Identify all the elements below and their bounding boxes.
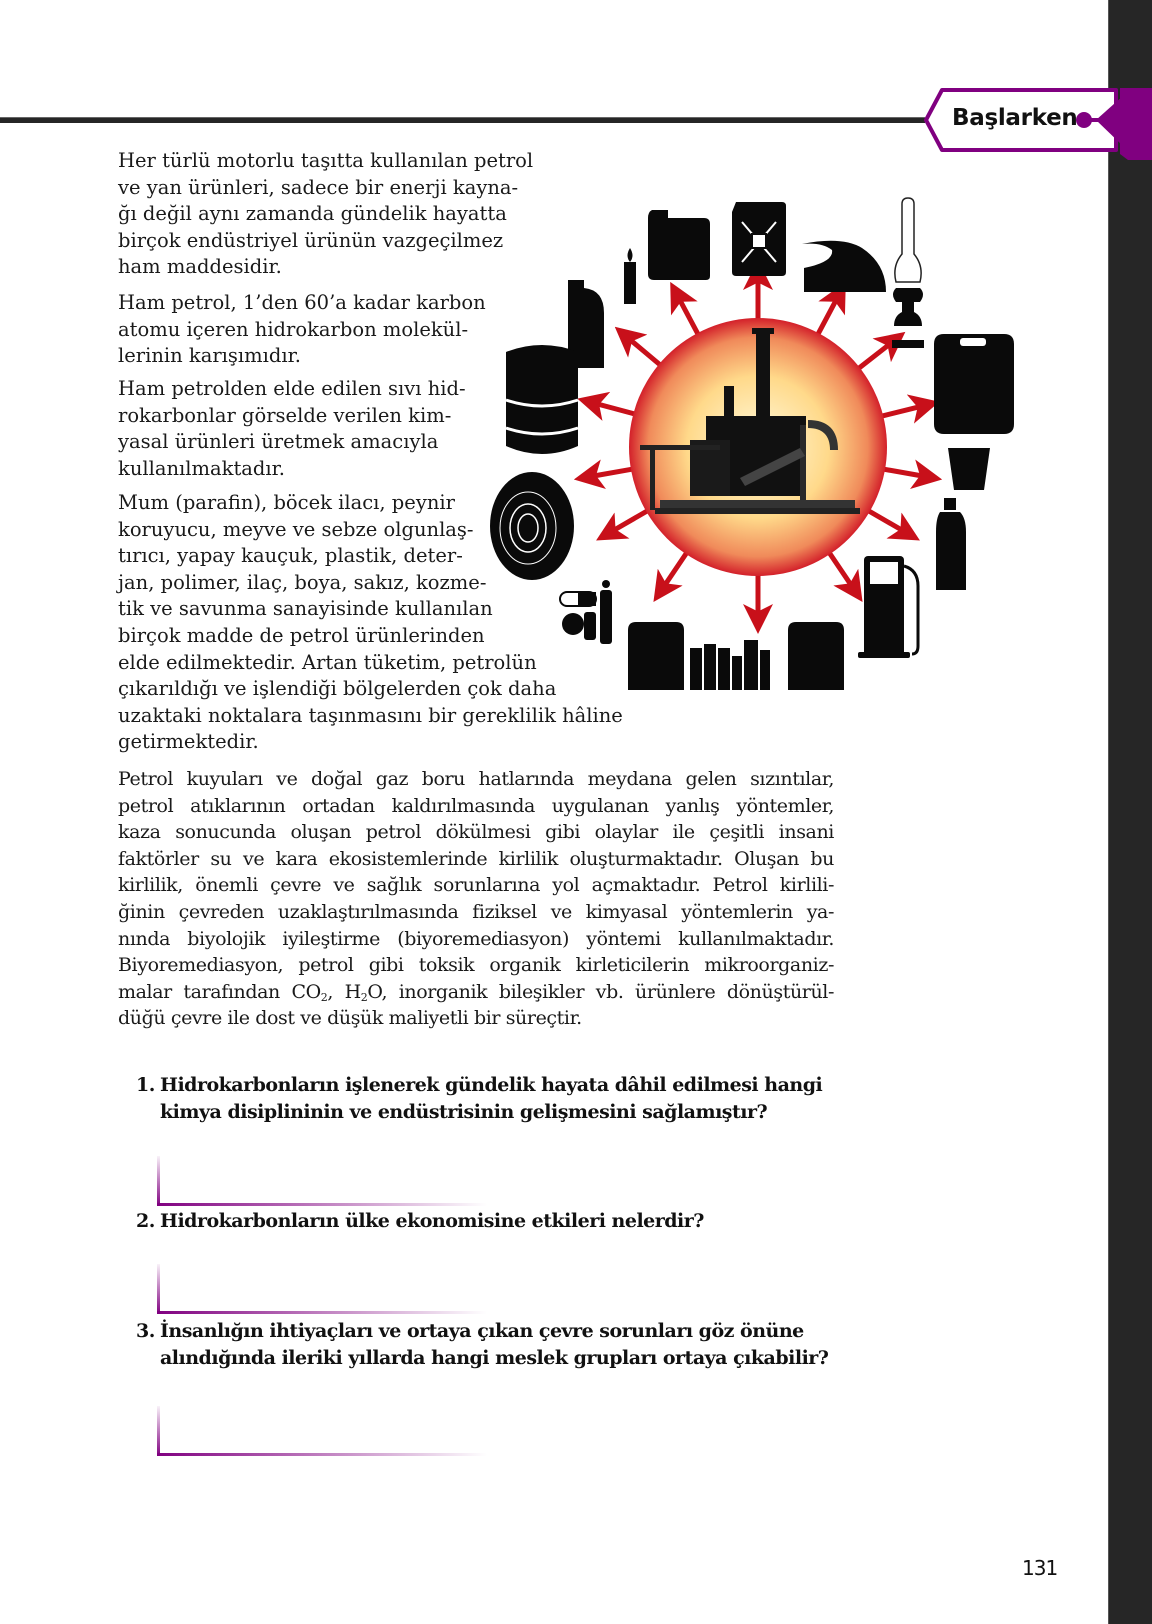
text-line: çıkarıldığı ve işlendiği bölgelerden çok daha <box>118 677 557 701</box>
petroleum-products-figure <box>490 190 1030 700</box>
text-line: elde edilmektedir. Artan tüketim, petrolün <box>118 650 537 674</box>
text-line: düğü çevre ile dost ve düşük maliyetli bir süreçtir. <box>118 1007 582 1030</box>
text-line: yasal ürünleri üretmek amacıyla <box>118 430 439 454</box>
section-tag <box>920 88 1152 154</box>
canister-icon <box>648 210 710 280</box>
answer-border-bottom <box>157 1203 487 1206</box>
large-canister-icon <box>934 334 1014 434</box>
answer-area-1[interactable] <box>157 1156 487 1206</box>
question-number: 3. <box>136 1320 155 1342</box>
question-number: 1. <box>136 1074 155 1096</box>
text-line: ve yan ürünleri, sadece bir enerji kayna- <box>118 175 519 199</box>
section-tag-label: Başlarken <box>952 105 1078 131</box>
text-line: rokarbonlar görselde verilen kim- <box>118 403 452 427</box>
jerry-can-icon <box>732 202 786 276</box>
text-line: tik ve savunma sanayisinde kullanılan <box>118 597 493 621</box>
text-line: petrol atıklarının ortadan kaldırılmasında uygulanan yanlış yöntemler, <box>118 794 834 817</box>
text-line: ham maddesidir. <box>118 255 282 279</box>
text-line: Ham petrolden elde edilen sıvı hid- <box>118 377 466 400</box>
question-text-line: alındığında ileriki yıllarda hangi meslek grupları ortaya çıkabilir? <box>160 1347 829 1369</box>
text-line: birçok madde de petrol ürünlerinden <box>118 623 485 647</box>
text-line: nında biyolojik iyileştirme (biyoremediasyon) yöntemi kullanılmaktadır. <box>118 927 834 950</box>
text-line-formula <box>118 979 834 1006</box>
paragraph-intro <box>118 148 533 281</box>
question-text-line: İnsanlığın ihtiyaçları ve ortaya çıkan çevre sorunları göz önüne <box>160 1320 804 1342</box>
subscript: 2 <box>320 990 328 1004</box>
text-line: birçok endüstriyel ürünün vazgeçilmez <box>118 228 504 252</box>
containers-group-icon <box>628 622 844 690</box>
pills-and-inhaler-icon <box>560 580 612 644</box>
page-number: 131 <box>1022 1556 1058 1580</box>
answer-area-2[interactable] <box>157 1264 487 1314</box>
question-1 <box>136 1072 836 1126</box>
answer-border-left <box>157 1264 160 1314</box>
text-line: tırıcı, yapay kauçuk, plastik, deter- <box>118 544 463 568</box>
text-line: kullanılmaktadır. <box>118 456 285 480</box>
header-rule <box>0 117 925 123</box>
question-text-line: kimya disiplininin ve endüstrisinin gelişmesini sağlamıştır? <box>160 1101 768 1123</box>
answer-border-bottom <box>157 1453 487 1456</box>
text-line: Biyoremediasyon, petrol gibi toksik organik kirleticilerin mikroorganiz- <box>118 954 834 977</box>
text-line: jan, polimer, ilaç, boya, sakız, kozme- <box>118 570 487 594</box>
question-text-line: Hidrokarbonların işlenerek gündelik hayata dâhil edilmesi hangi <box>160 1074 823 1096</box>
road-icon <box>802 241 886 292</box>
question-2 <box>136 1208 836 1235</box>
page-edge-bar <box>1108 0 1152 1624</box>
fuel-pump-icon <box>858 556 918 658</box>
text-line: kirlilik, önemli çevre ve sağlık sorunlarına yol açmaktadır. Petrol kirlili- <box>118 874 834 897</box>
text-line: uzaktaki noktalara taşınmasını bir gereklilik hâline <box>118 703 623 727</box>
answer-area-3[interactable] <box>157 1406 487 1456</box>
cup-icon <box>948 448 990 490</box>
bottle-icon <box>936 498 966 590</box>
paragraph-liquid-hydrocarbons <box>118 376 466 482</box>
text-line: Petrol kuyuları ve doğal gaz boru hatlarında meydana gelen sızıntılar, <box>118 768 834 790</box>
question-3 <box>136 1318 836 1372</box>
oil-lamp-icon <box>892 198 924 348</box>
text-line: lerinin karışımıdır. <box>118 344 301 368</box>
answer-border-left <box>157 1156 160 1206</box>
text-fragment: malar tarafından CO <box>118 980 321 1003</box>
text-line: atomu içeren hidrokarbon molekül- <box>118 317 469 341</box>
paragraph-pollution <box>118 766 834 1032</box>
text-line: Mum (parafin), böcek ilacı, peynir <box>118 491 455 514</box>
paragraph-crude-oil <box>118 290 486 370</box>
text-fragment: , H <box>327 980 361 1003</box>
tag-dot-icon <box>1076 112 1092 128</box>
answer-border-left <box>157 1406 160 1456</box>
question-text-line: Hidrokarbonların ülke ekonomisine etkileri nelerdir? <box>160 1210 704 1232</box>
barrel-icon <box>506 345 578 454</box>
candle-icon <box>624 248 636 304</box>
text-fragment: O, inorganik bileşikler vb. ürünlere dönüştürül- <box>367 980 834 1003</box>
figure-canvas <box>490 190 1030 700</box>
text-line: ğinin çevreden uzaklaştırılmasında fiziksel ve kimyasal yöntemlerin ya- <box>118 900 834 923</box>
text-line: ğı değil aynı zamanda gündelik hayatta <box>118 202 507 226</box>
text-line: koruyucu, meyve ve sebze olgunlaş- <box>118 517 474 541</box>
text-line: kaza sonucunda oluşan petrol dökülmesi gibi olaylar ile çeşitli insani <box>118 821 834 844</box>
text-line: Her türlü motorlu taşıtta kullanılan petrol <box>118 149 534 172</box>
subscript: 2 <box>360 990 368 1004</box>
text-line: faktörler su ve kara ekosistemlerinde kirlilik oluşturmaktadır. Oluşan bu <box>118 847 834 870</box>
tire-icon <box>490 472 574 580</box>
text-line: getirmektedir. <box>118 730 259 754</box>
answer-border-bottom <box>157 1311 487 1314</box>
question-number: 2. <box>136 1210 155 1232</box>
text-line: Ham petrol, 1’den 60’a kadar karbon <box>118 291 486 314</box>
